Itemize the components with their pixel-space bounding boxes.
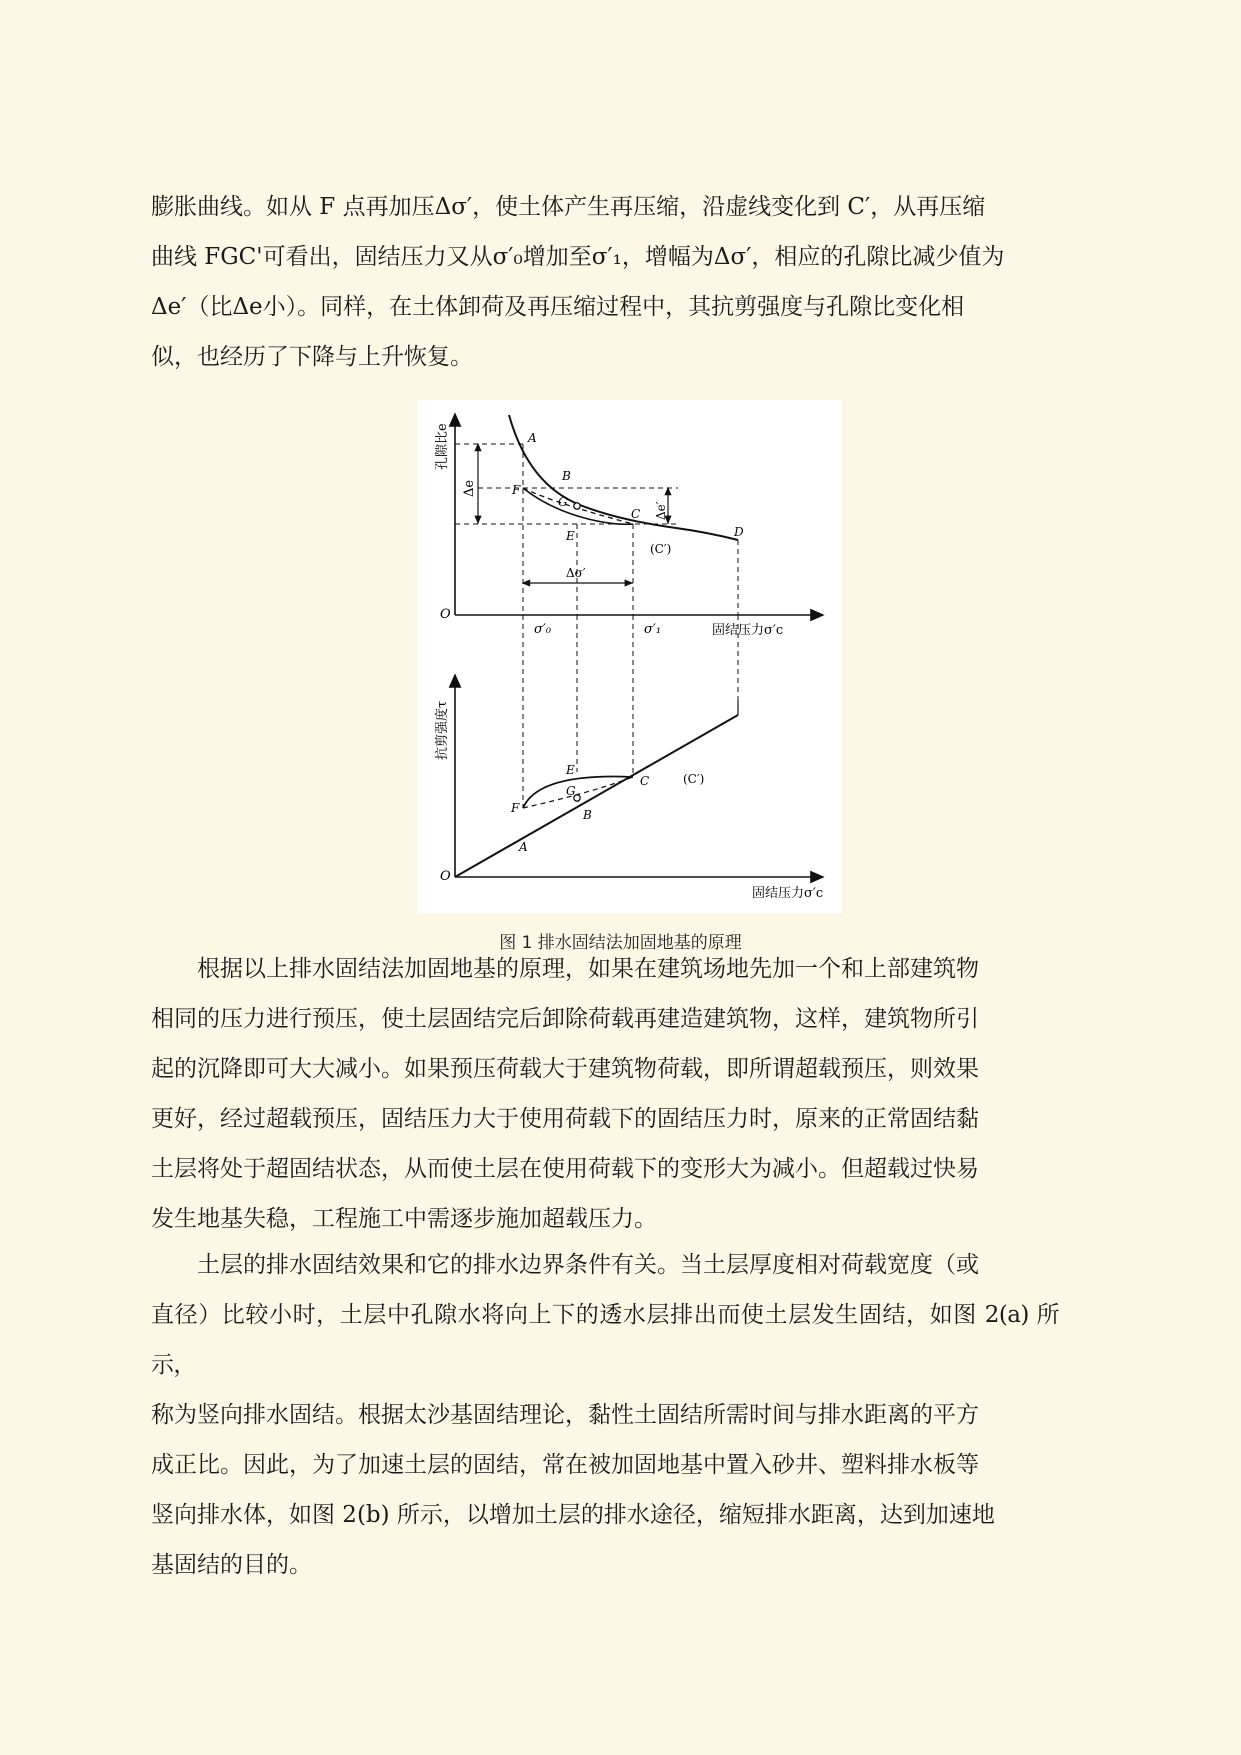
consolidation-diagram [418, 400, 842, 913]
paragraph-3 [151, 1240, 1059, 1590]
text-line: 根据以上排水固结法加固地基的原理，如果在建筑场地先加一个和上部建筑物 [197, 956, 979, 982]
sigma0-tick-label: σ′₀ [534, 622, 552, 637]
text-line: Δe′（比Δe小）。同样，在土体卸荷及再压缩过程中，其抗剪强度与孔隙比变化相 [151, 294, 965, 320]
point-b-label: B [583, 808, 592, 822]
text-line: 土层将处于超固结状态，从而使土层在使用荷载下的变形大为减小。但超载过快易 [151, 1156, 979, 1182]
top-y-label: 孔隙比e [435, 423, 450, 470]
text-line: 称为竖向排水固结。根据太沙基固结理论，黏性土固结所需时间与排水距离的平方 [151, 1402, 979, 1428]
point-g-marker [574, 503, 580, 509]
origin-label: O [440, 607, 451, 622]
point-c-label: C [640, 774, 650, 788]
point-d-label: D [734, 525, 744, 539]
delta-e-prime-label: Δe′ [654, 501, 668, 520]
point-b-label: B [562, 469, 571, 483]
text-line: 膨胀曲线。如从 F 点再加压Δσ′，使土体产生再压缩，沿虚线变化到 C′，从再压缩 [151, 194, 986, 220]
reloading-strength-curve [523, 777, 633, 808]
top-x-label: 固结压力σ′c [712, 623, 784, 638]
point-e-label: E [566, 763, 575, 777]
text-line: 起的沉降即可大大减小。如果预压荷载大于建筑物荷载，即所谓超载预压，则效果 [151, 1056, 979, 1082]
text-line: 基固结的目的。 [151, 1552, 312, 1578]
c-prime-label: (C′) [683, 772, 705, 786]
text-line: 相同的压力进行预压，使土层固结完后卸除荷载再建造建筑物，这样，建筑物所引 [151, 1006, 979, 1032]
point-c-label: C [631, 507, 641, 521]
point-f-label: F [512, 483, 521, 497]
bottom-y-label: 抗剪强度τ [435, 700, 450, 760]
paragraph-2 [151, 944, 1059, 1244]
point-g-label: G [558, 495, 568, 509]
text-line: 竖向排水体，如图 2(b) 所示，以增加土层的排水途径，缩短排水距离，达到加速地 [151, 1502, 995, 1528]
bottom-chart [434, 675, 823, 901]
point-a-label: A [528, 431, 537, 445]
delta-sigma-label: Δσ′ [566, 566, 586, 580]
top-chart [434, 414, 823, 638]
text-line: 直径）比较小时，土层中孔隙水将向上下的透水层排出而使土层发生固结，如图 2(a) 所示， [151, 1302, 1059, 1378]
figure-caption: 图 1 排水固结法加固地基的原理 [499, 933, 742, 953]
point-a-label: A [519, 840, 528, 854]
text-line: 曲线 FGC'可看出，固结压力又从σ′₀增加至σ′₁，增幅为Δσ′，相应的孔隙比减少值为 [151, 244, 1005, 270]
delta-e-label: Δe [462, 479, 477, 497]
figure-1 [418, 400, 842, 913]
text-line: 更好，经过超载预压，固结压力大于使用荷载下的固结压力时，原来的正常固结黏 [151, 1106, 979, 1132]
unloading-strength-curve [523, 777, 633, 808]
strength-line [455, 715, 738, 877]
point-e-label: E [566, 529, 575, 543]
text-line: 成正比。因此，为了加速土层的固结，常在被加固地基中置入砂井、塑料排水板等 [151, 1452, 979, 1478]
origin-label: O [440, 869, 451, 884]
paragraph-1 [151, 182, 1059, 382]
point-g-label: G [566, 784, 576, 798]
bottom-x-label: 固结压力σ′c [752, 886, 824, 901]
text-line: 发生地基失稳，工程施工中需逐步施加超载压力。 [151, 1206, 657, 1232]
point-f-label: F [511, 801, 520, 815]
sigma1-tick-label: σ′₁ [644, 622, 662, 637]
compression-curve [509, 415, 738, 540]
text-line: 似，也经历了下降与上升恢复。 [151, 344, 473, 370]
c-prime-label: (C′) [650, 542, 672, 556]
text-line: 土层的排水固结效果和它的排水边界条件有关。当土层厚度相对荷载宽度（或 [197, 1252, 979, 1278]
